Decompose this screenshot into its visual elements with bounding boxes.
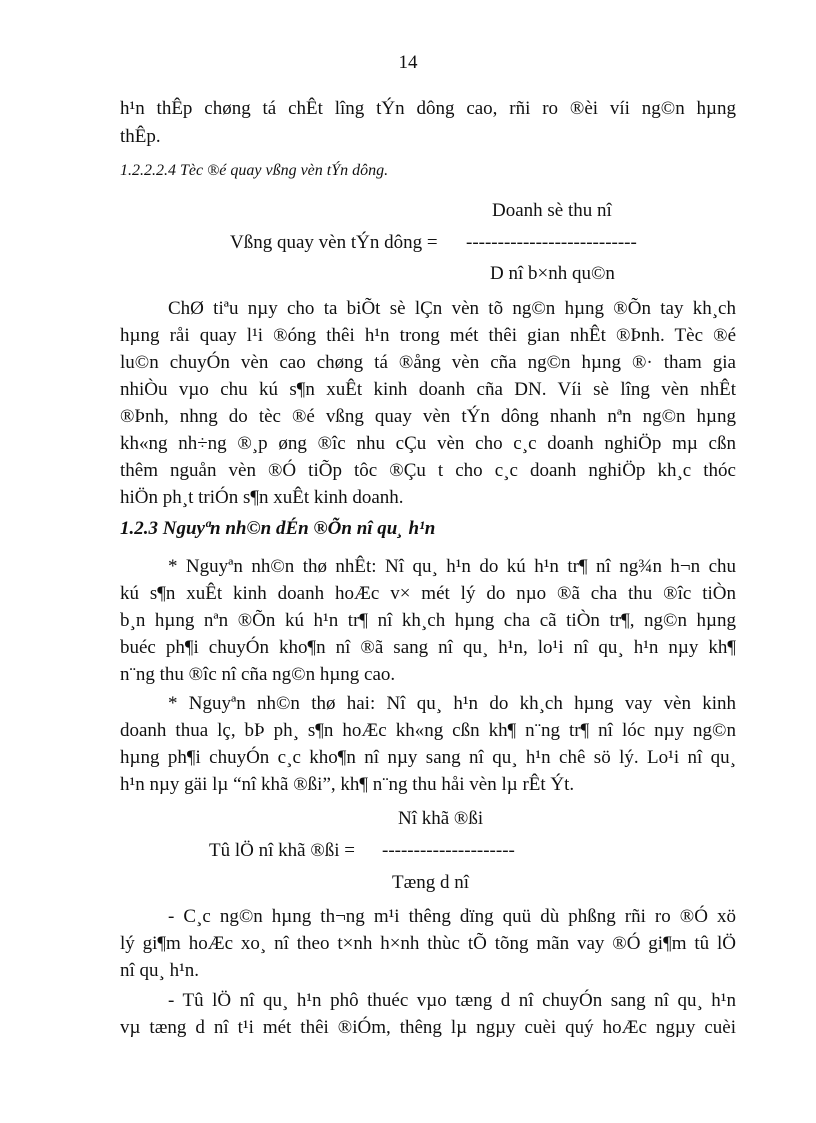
paragraph-line: thêm nguån vèn ®Ó tiÕp tôc ®Çu t cho c¸c doanh nghiÖp kh¸c thóc (120, 460, 736, 481)
intro-line-2: thÊp. (120, 126, 161, 147)
formula1-numerator: Doanh sè thu nî (492, 200, 612, 221)
page-number: 14 (398, 52, 418, 73)
cause1-line: * Nguyªn nh©n thø nhÊt: Nî qu¸ h¹n do kú h¹n tr¶ nî ng¾n h¬n chu (168, 556, 736, 577)
paragraph-line: ®Þnh, nhng do tèc ®é vßng quay vèn tÝn dông nhanh nªn ng©n hµng (120, 406, 736, 427)
cause1-line: kú s¶n xuÊt kinh doanh hoÆc v× mét lý do nµo ®ã cha thu ®îc tiÒn (120, 583, 736, 604)
paragraph-line: hiÖn ph¸t triÓn s¶n xuÊt kinh doanh. (120, 487, 404, 508)
cause1-line: buéc ph¶i chuyÓn kho¶n nî ®ã sang nî qu¸ h¹n, lo¹i nî qu¸ h¹n nµy kh¶ (120, 637, 736, 658)
cause2-line: h¹n nµy gäi lµ “nî khã ®ßi”, kh¶ n¨ng thu håi vèn lµ rÊt Ýt. (120, 774, 575, 795)
paragraph-line: hµng råi quay l¹i ®óng thêi h¹n trong mét thêi gian nhÊt ®Þnh. Tèc ®é (120, 325, 736, 346)
bullet2-line: vµ tæng d nî t¹i mét thêi ®iÓm, thêng lµ ngµy cuèi quý hoÆc ngµy cuèi (120, 1017, 736, 1038)
cause2-line: * Nguyªn nh©n thø hai: Nî qu¸ h¹n do kh¸ch hµng vay vèn kinh (168, 693, 736, 714)
bullet1-line: nî qu¸ h¹n. (120, 960, 200, 981)
formula2-fraction-bar: --------------------- (382, 840, 515, 861)
cause1-line: n¨ng thu ®îc nî cña ng©n hµng cao. (120, 664, 396, 685)
paragraph-line: lu©n chuyÓn vèn cao chøng tá ®ång vèn cña ng©n hµng ®· tham gia (120, 352, 736, 373)
cause1-line: b¸n hµng nªn ®Õn kú h¹n tr¶ nî kh¸ch hµng cha cã tiÒn tr¶, ng©n hµng (120, 610, 736, 631)
cause2-line: hµng ph¶i chuyÓn c¸c kho¶n nî nµy sang nî qu¸ h¹n chê sö lý. Lo¹i nî qu¸ (120, 747, 736, 768)
formula2-denominator: Tæng d nî (392, 872, 470, 893)
bullet1-line: - C¸c ng©n hµng th¬ng m¹i thêng dïng quü dù phßng rñi ro ®Ó xö (168, 906, 736, 927)
formula1-lhs: Vßng quay vèn tÝn dông = (230, 232, 438, 253)
paragraph-line: ChØ tiªu nµy cho ta biÕt sè lÇn vèn tõ ng©n hµng ®Õn tay kh¸ch (168, 298, 736, 319)
paragraph-line: nhiÒu vµo chu kú s¶n xuÊt kinh doanh cña DN. Víi sè lîng vèn nhÊt (120, 379, 736, 400)
cause2-line: doanh thua lç, bÞ ph¸ s¶n hoÆc kh«ng cßn kh¶ n¨ng tr¶ nî lóc nµy ng©n (120, 720, 736, 741)
intro-line-1: h¹n thÊp chøng tá chÊt lîng tÝn dông cao, rñi ro ®èi víi ng©n hµng (120, 98, 736, 119)
formula1-fraction-bar: --------------------------- (466, 232, 637, 253)
section-heading-123: 1.2.3 Nguyªn nh©n dÉn ®Õn nî qu¸ h¹n (120, 518, 436, 539)
formula2-numerator: Nî khã ®ßi (398, 808, 484, 829)
section-heading-1224: 1.2.2.2.4 Tèc ®é quay vßng vèn tÝn dông. (120, 162, 389, 179)
bullet2-line: - Tû lÖ nî qu¸ h¹n phô thuéc vµo tæng d nî chuyÓn sang nî qu¸ h¹n (168, 990, 736, 1011)
bullet1-line: lý gi¶m hoÆc xo¸ nî theo t×nh h×nh thùc tÕ tõng mãn vay ®Ó gi¶m tû lÖ (120, 933, 736, 954)
paragraph-line: kh«ng nh÷ng ®¸p øng ®îc nhu cÇu vèn cho c¸c doanh nghiÖp mµ cßn (120, 433, 736, 454)
formula2-lhs: Tû lÖ nî khã ®ßi = (209, 840, 355, 861)
formula1-denominator: D nî b×nh qu©n (490, 263, 615, 284)
